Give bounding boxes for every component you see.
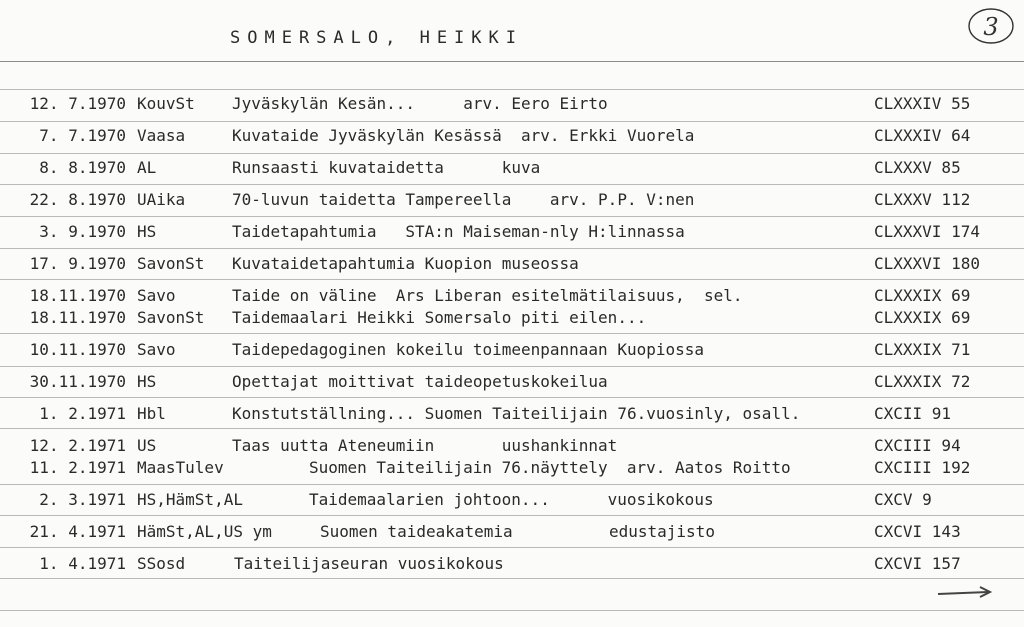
row-ref: CLXXXVI 180 [874, 254, 980, 273]
index-row [0, 190, 1024, 212]
row-source: MaasTulev [137, 458, 224, 477]
index-row [0, 94, 1024, 116]
index-row [0, 404, 1024, 426]
rule-line [0, 397, 1024, 398]
row-date: 11. 2.1971 [29, 458, 126, 477]
rule-line [0, 121, 1024, 122]
row-ref: CLXXXIV 64 [874, 126, 971, 145]
row-date: 3. 9.1970 [39, 222, 126, 241]
rule-line [0, 216, 1024, 217]
row-source: Savo [137, 340, 176, 359]
index-row [0, 254, 1024, 276]
row-ref: CXCIII 94 [874, 436, 961, 455]
row-ref: CXCVI 143 [874, 522, 961, 541]
rule-line [0, 248, 1024, 249]
row-text: Kuvataide Jyväskylän Kesässä arv. Erkki Vuorela [232, 126, 695, 145]
row-ref: CLXXXIX 69 [874, 286, 971, 305]
rule-line [0, 153, 1024, 154]
row-date: 8. 8.1970 [39, 158, 126, 177]
row-date: 12. 7.1970 [29, 94, 126, 113]
row-text: Taidemaalarien johtoon... vuosikokous [309, 490, 714, 509]
index-row [0, 308, 1024, 330]
index-row [0, 286, 1024, 308]
row-ref: CLXXXIX 69 [874, 308, 971, 327]
index-row [0, 126, 1024, 148]
row-text: Opettajat moittivat taideopetuskokeilua [232, 372, 608, 391]
rule-line [0, 428, 1024, 429]
index-row [0, 490, 1024, 512]
row-date: 30.11.1970 [29, 372, 126, 391]
page-number [966, 6, 1016, 46]
page-number-circle-icon [966, 6, 1016, 46]
row-text: 70-luvun taidetta Tampereella arv. P.P. V:nen [232, 190, 695, 209]
rule-line [0, 515, 1024, 516]
rule-line [0, 484, 1024, 485]
row-text: Taide on väline Ars Liberan esitelmätilaisuus, sel. [232, 286, 743, 305]
row-source: Hbl [137, 404, 166, 423]
index-row [0, 458, 1024, 480]
row-text: Taas uutta Ateneumiin uushankinnat [232, 436, 618, 455]
rule-line [0, 184, 1024, 185]
row-date: 12. 2.1971 [29, 436, 126, 455]
row-source: Savo [137, 286, 176, 305]
index-row [0, 436, 1024, 458]
row-source: SSosd [137, 554, 186, 573]
row-date: 18.11.1970 [29, 308, 126, 327]
row-text: Kuvataidetapahtumia Kuopion museossa [232, 254, 579, 273]
row-ref: CXCII 91 [874, 404, 952, 423]
row-date: 22. 8.1970 [29, 190, 126, 209]
row-source: SavonSt [137, 308, 205, 327]
row-text: Runsaasti kuvataidetta kuva [232, 158, 541, 177]
row-ref: CLXXXV 85 [874, 158, 961, 177]
row-source: SavonSt [137, 254, 205, 273]
row-ref: CLXXXIX 72 [874, 372, 971, 391]
row-date: 10.11.1970 [29, 340, 126, 359]
row-date: 2. 3.1971 [39, 490, 126, 509]
row-text: Suomen Taiteilijain 76.näyttely arv. Aatos Roitto [309, 458, 791, 477]
row-source: UAika [137, 190, 186, 209]
row-source: HS [137, 372, 157, 391]
row-text: Jyväskylän Kesän... arv. Eero Eirto [232, 94, 608, 113]
row-text: Taiteilijaseuran vuosikokous [234, 554, 504, 573]
row-source: US [137, 436, 157, 455]
row-text: Suomen taideakatemia edustajisto [320, 522, 715, 541]
row-source: AL [137, 158, 157, 177]
row-ref: CLXXXV 112 [874, 190, 971, 209]
index-row [0, 372, 1024, 394]
row-date: 17. 9.1970 [29, 254, 126, 273]
rule-line [0, 279, 1024, 280]
row-text: Taidemaalari Heikki Somersalo piti eilen... [232, 308, 647, 327]
row-date: 7. 7.1970 [39, 126, 126, 145]
index-row [0, 522, 1024, 544]
index-row [0, 554, 1024, 576]
row-ref: CLXXXVI 174 [874, 222, 980, 241]
row-ref: CXCVI 157 [874, 554, 961, 573]
row-ref: CXCIII 192 [874, 458, 971, 477]
rule-line [0, 89, 1024, 90]
row-source: KouvSt [137, 94, 195, 113]
row-ref: CLXXXIX 71 [874, 340, 971, 359]
row-ref: CLXXXIV 55 [874, 94, 971, 113]
row-source: Vaasa [137, 126, 186, 145]
row-source: HämSt,AL,US ym [137, 522, 272, 541]
page-number-text: 3 [983, 13, 999, 41]
row-source: HS,HämSt,AL [137, 490, 243, 509]
row-ref: CXCV 9 [874, 490, 932, 509]
rule-line [0, 547, 1024, 548]
row-date: 18.11.1970 [29, 286, 126, 305]
index-row [0, 158, 1024, 180]
row-date: 1. 4.1971 [39, 554, 126, 573]
index-row [0, 222, 1024, 244]
rule-line [0, 578, 1024, 579]
rule-line [0, 61, 1024, 62]
rule-line [0, 333, 1024, 334]
rule-line [0, 366, 1024, 367]
row-source: HS [137, 222, 157, 241]
row-date: 1. 2.1971 [39, 404, 126, 423]
index-row [0, 340, 1024, 362]
continued-arrow-icon [936, 583, 994, 603]
row-text: Taidepedagoginen kokeilu toimeenpannaan Kuopiossa [232, 340, 705, 359]
card-title: SOMERSALO, HEIKKI [230, 28, 523, 48]
row-text: Taidetapahtumia STA:n Maiseman-nly H:linnassa [232, 222, 685, 241]
row-date: 21. 4.1971 [29, 522, 126, 541]
rule-line [0, 610, 1024, 611]
row-text: Konstutställning... Suomen Taiteilijain 76.vuosinly, osall. [232, 404, 801, 423]
